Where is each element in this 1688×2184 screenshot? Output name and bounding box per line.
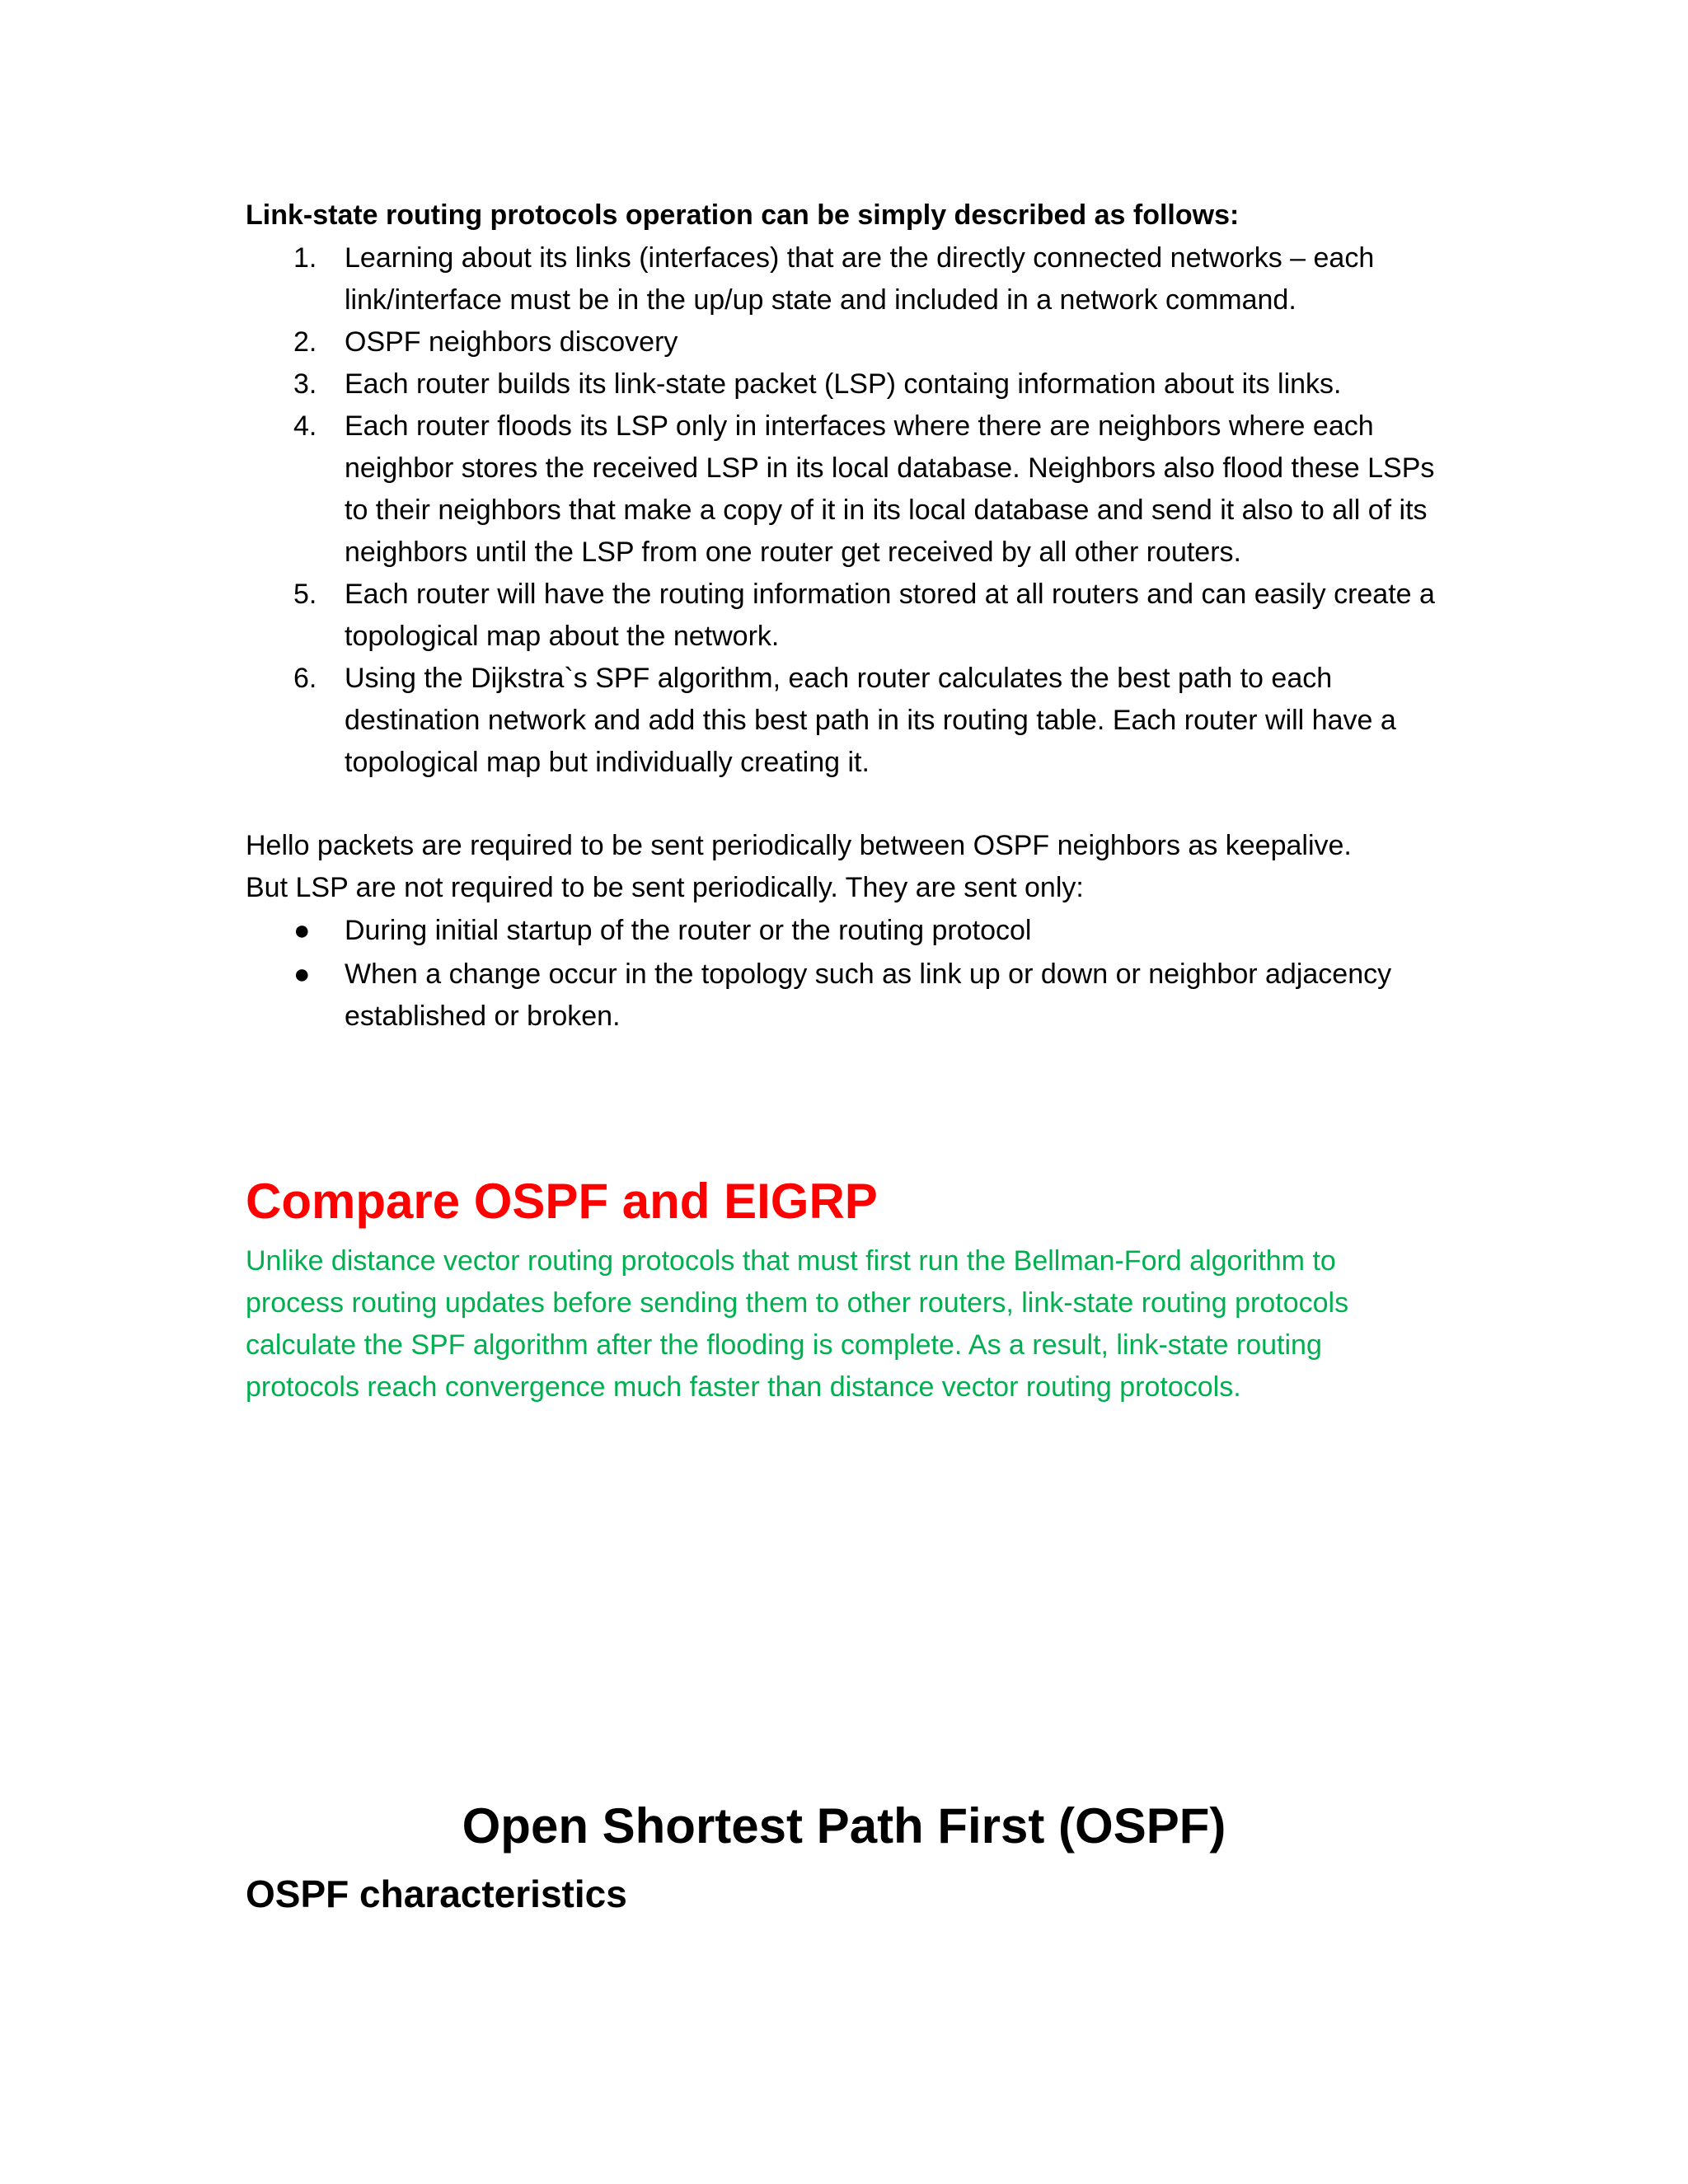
list-number: 2. xyxy=(293,326,317,358)
list-item xyxy=(246,237,1449,321)
hello-line: Hello packets are required to be sent periodically between OSPF neighbors as keepalive. xyxy=(246,830,1352,861)
ospf-characteristics-heading: OSPF characteristics xyxy=(246,1872,627,1915)
list-item-text: When a change occur in the topology such as link up or down or neighbor adjacency established or broken. xyxy=(345,958,1392,1032)
list-item-text: OSPF neighbors discovery xyxy=(345,326,678,358)
bullet-dot-icon: ● xyxy=(293,915,311,946)
list-item xyxy=(246,910,1449,952)
list-item-text: Each router will have the routing information stored at all routers and can easily create a topological map about the network. xyxy=(345,579,1435,652)
hello-paragraph xyxy=(246,825,1449,909)
list-number: 3. xyxy=(293,368,317,400)
operation-steps-list xyxy=(246,237,1449,784)
ospf-title: Open Shortest Path First (OSPF) xyxy=(462,1798,1226,1854)
intro-heading: Link-state routing protocols operation can be simply described as follows: xyxy=(246,199,1240,231)
list-item-text: Each router floods its LSP only in interfaces where there are neighbors where each neighbor stores the received LSP in its local database. Neighbors also flood these LSPs to their neighbors that make a copy of it in its local database and send it also to all of its neighbors until the LSP from one router get received by all other routers. xyxy=(345,410,1435,568)
list-item xyxy=(246,363,1449,405)
list-item-text: Using the Dijkstra`s SPF algorithm, each router calculates the best path to each destination network and add this best path in its routing table. Each router will have a topological map but individually creating it. xyxy=(345,663,1396,778)
list-item xyxy=(246,954,1449,1038)
list-number: 5. xyxy=(293,579,317,610)
list-item xyxy=(246,658,1449,784)
lsp-line: But LSP are not required to be sent periodically. They are sent only: xyxy=(246,872,1084,903)
list-number: 6. xyxy=(293,663,317,694)
list-item xyxy=(246,321,1449,363)
list-number: 1. xyxy=(293,242,317,274)
list-item xyxy=(246,574,1449,658)
list-item-text: During initial startup of the router or the routing protocol xyxy=(345,915,1032,946)
lsp-bullet-list xyxy=(246,910,1449,1039)
compare-paragraph: Unlike distance vector routing protocols that must first run the Bellman-Ford algorithm to process routing updates before sending them to other routers, link-state routing protocols calculate the SPF algorithm after the flooding is complete. As a result, link-state routing protocols reach convergence much faster than distance vector routing protocols. xyxy=(246,1245,1349,1403)
compare-heading: Compare OSPF and EIGRP xyxy=(246,1174,878,1229)
list-item xyxy=(246,405,1449,574)
bullet-dot-icon: ● xyxy=(293,958,311,990)
list-item-text: Each router builds its link-state packet (LSP) containg information about its links. xyxy=(345,368,1342,400)
list-item-text: Learning about its links (interfaces) that are the directly connected networks – each link/interface must be in the up/up state and included in a network command. xyxy=(345,242,1375,316)
list-number: 4. xyxy=(293,410,317,442)
